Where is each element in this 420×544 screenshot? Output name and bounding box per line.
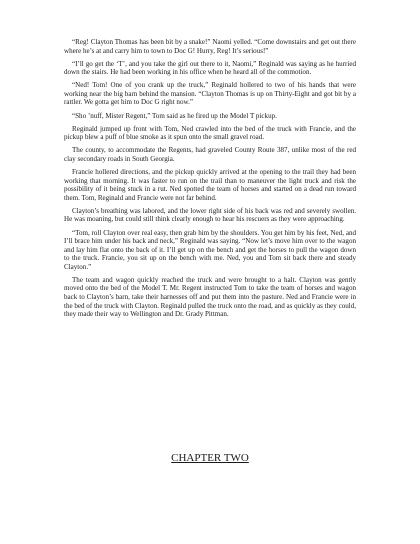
paragraph: “Sho ’nuff, Mister Regent,” Tom said as he fired up the Model T pickup. — [72, 111, 277, 120]
paragraph: “I’ll go get the ‘T’, and you take the girl out there to it, Naomi,” Reginald was saying as he hurried down the stairs. He had been working in his office when he heard all of the commotion. — [64, 59, 356, 77]
paragraph: Reginald jumped up front with Tom, Ned crawled into the bed of the truck with Francie, and the pickup blew a puff of blue smoke as it spun onto the small gravel road. — [64, 124, 356, 142]
paragraph: Clayton’s breathing was labored, and the lower right side of his back was red and severely swollen. He was moaning, but could still think clearly enough to hear his rescuers as they were approaching. — [64, 206, 356, 224]
paragraph: Francie hollered directions, and the pickup quickly arrived at the opening to the trail they had been working that morning. It was faster to run on the trail than to maneuver the light truck and risk the possibility of it being stuck in a rut. Ned spotted the team of horses and started on a dead run toward them. Tom, Reginald and Francie were not far behind. — [64, 168, 356, 202]
paragraph: The team and wagon quickly reached the truck and were brought to a halt. Clayton was gently moved onto the bed of the Model T. Mr. Regent instructed Tom to take the team of horses and wagon back to Clayton’s barn, take their harnesses off and put them into the pasture. Ned and Francie were in the bed of the truck with Clayton. Reginald pulled the truck onto the road, and as quickly as they could, they made their way to Wellington and Dr. Grady Pittman. — [64, 275, 356, 319]
manuscript-page-text — [64, 38, 356, 323]
paragraph: “Reg! Clayton Thomas has been bit by a snake!” Naomi yelled. “Come downstairs and get out there where he’s at and carry him to town to Doc G! Hurry, Reg! It’s serious!” — [64, 38, 356, 55]
chapter-heading — [0, 452, 420, 464]
chapter-heading-text: CHAPTER TWO — [171, 452, 249, 464]
paragraph: “Tom, roll Clayton over real easy, then grab him by the shoulders. You get him by his feet, Ned, and I’ll brace him under his back and neck,” Reginald was saying. “Now let’s move him over to the wagon and lay him flat onto the back of it. I’ll get up on the bench and get the horses to pull the wagon down to the truck. Francie, you sit up on the bench with me. Ned, you and Tom sit back there and steady Clayton.” — [64, 228, 356, 271]
paragraph: “Ned! Tom! One of you crank up the truck,” Reginald hollered to two of his hands that were working near the big barn behind the mansion. “Clayton Thomas is up on Thirty-Eight and got bit by a rattler. We gotta get him to Doc G right now.” — [64, 81, 356, 107]
paragraph: The county, to accommodate the Regents, had graveled County Route 387, unlike most of the red clay secondary roads in South Georgia. — [64, 146, 356, 163]
